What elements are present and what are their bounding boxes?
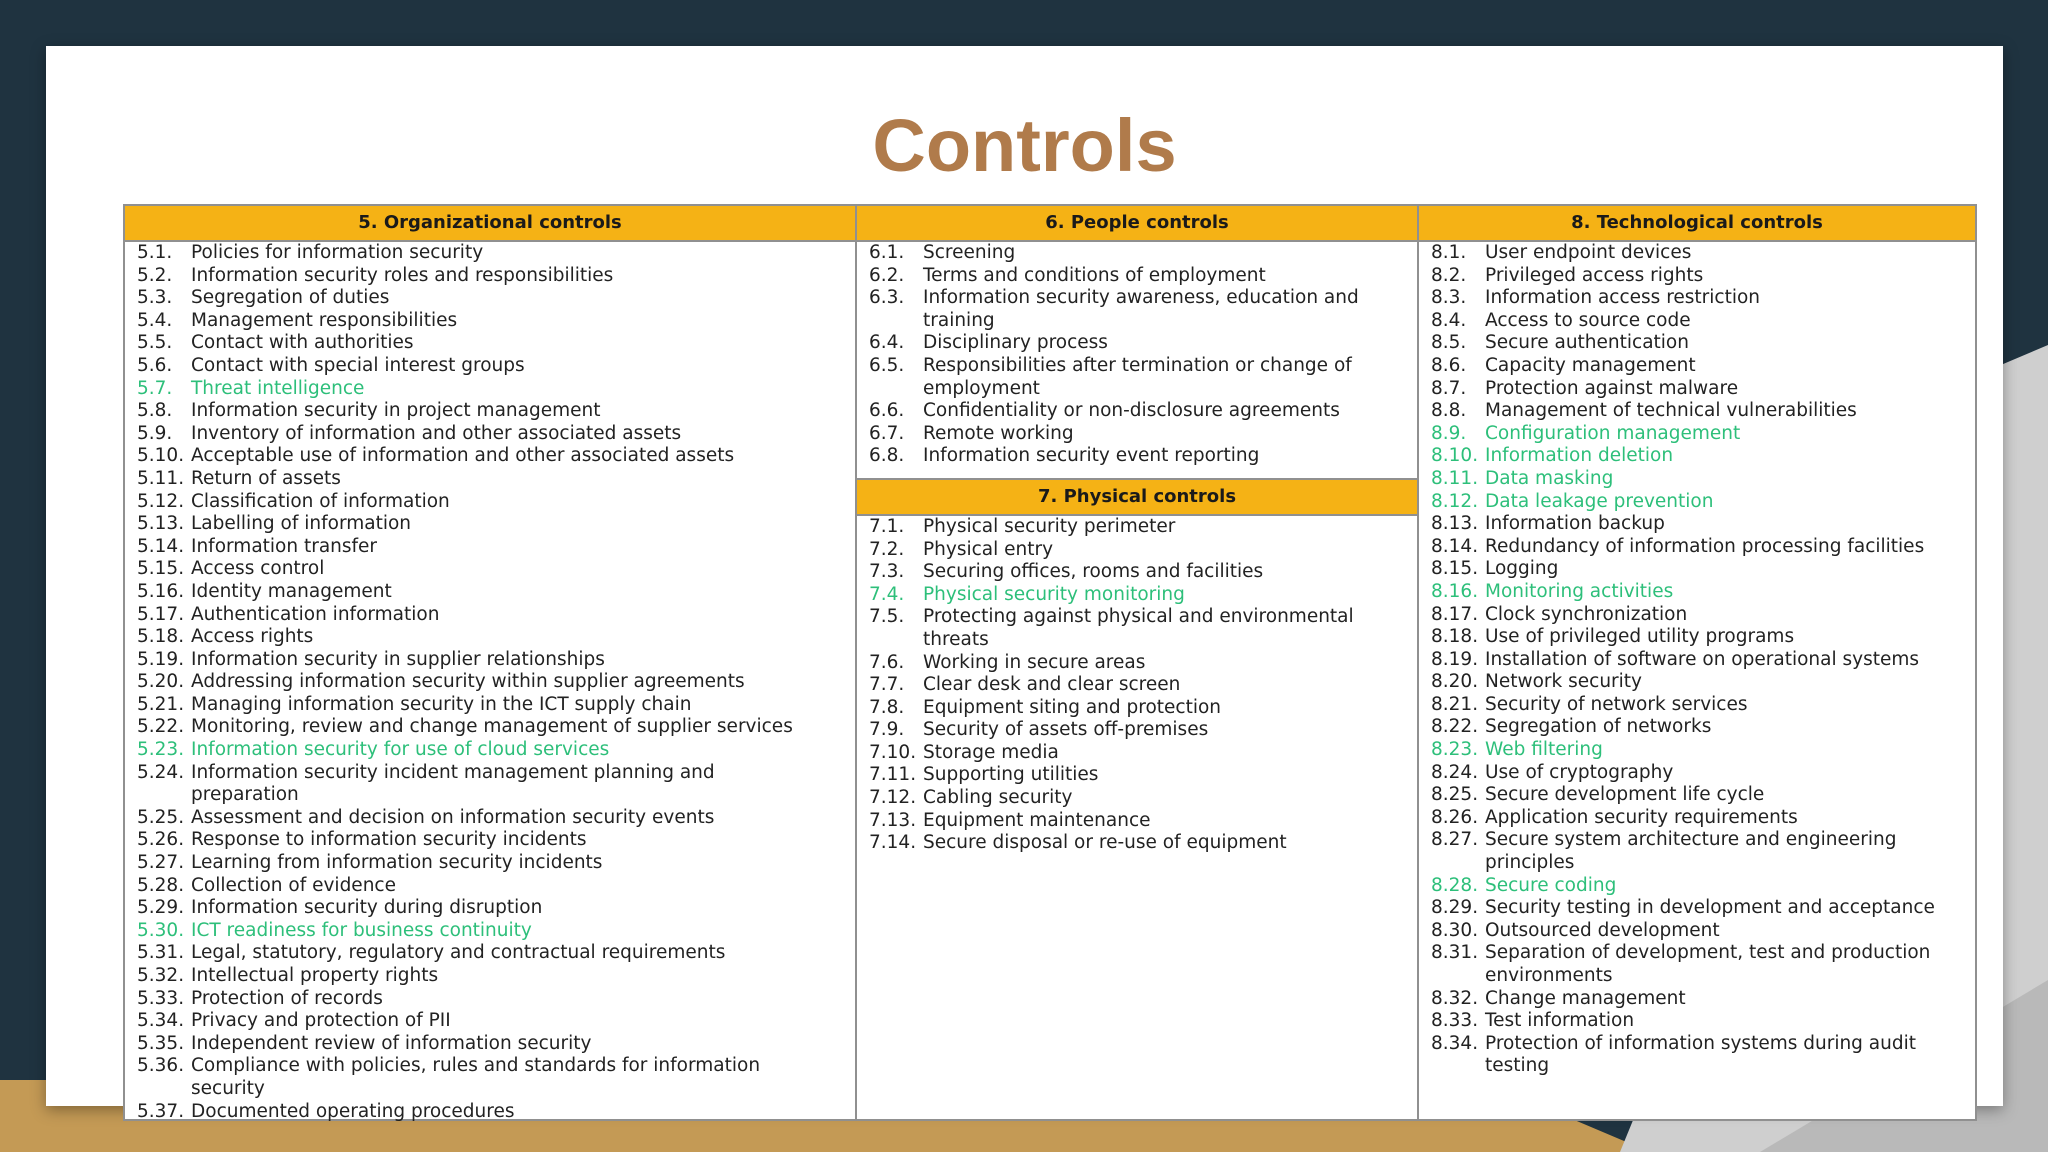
- control-text: Information security for use of cloud services: [191, 739, 610, 761]
- control-text: Addressing information security within supplier agreements: [191, 671, 745, 693]
- control-item: [137, 920, 847, 943]
- control-item: [1431, 604, 1967, 627]
- control-item: [869, 561, 1409, 584]
- control-text: Redundancy of information processing facilities: [1485, 535, 1925, 557]
- control-text: Inventory of information and other associated assets: [191, 422, 682, 444]
- control-number: 7.2.: [869, 538, 905, 560]
- control-number: 8.4.: [1431, 309, 1467, 331]
- control-number: 8.26.: [1431, 806, 1479, 828]
- controls-table: [123, 204, 1977, 1121]
- control-item: [1431, 242, 1967, 265]
- control-item: [869, 332, 1409, 355]
- control-text: Monitoring activities: [1485, 580, 1674, 602]
- control-number: 8.20.: [1431, 671, 1479, 693]
- control-number: 8.21.: [1431, 693, 1479, 715]
- control-item: [869, 606, 1409, 651]
- control-item: [137, 604, 847, 627]
- control-number: 7.1.: [869, 515, 905, 537]
- control-number: 8.15.: [1431, 558, 1479, 580]
- control-number: 5.28.: [137, 874, 185, 896]
- control-number: 5.14.: [137, 535, 185, 557]
- control-number: 5.32.: [137, 965, 185, 986]
- control-item: [137, 310, 847, 333]
- control-text: Configuration management: [1485, 422, 1741, 444]
- control-item: [137, 378, 847, 401]
- control-text: Equipment siting and protection: [923, 696, 1222, 718]
- control-number: 8.11.: [1431, 467, 1479, 489]
- control-text: Installation of software on operational systems: [1485, 648, 1920, 670]
- control-item: [1431, 310, 1967, 333]
- control-text: Information security during disruption: [191, 897, 543, 919]
- control-item: [137, 942, 847, 965]
- control-number: 8.10.: [1431, 445, 1479, 467]
- control-text: Cabling security: [923, 787, 1073, 809]
- control-number: 7.10.: [869, 741, 917, 763]
- control-text: Information security event reporting: [923, 445, 1260, 467]
- control-text: Application security requirements: [1485, 806, 1798, 828]
- control-text: Web filtering: [1485, 739, 1603, 761]
- control-item: [137, 807, 847, 830]
- people-controls-list: [857, 242, 1417, 468]
- control-number: 5.4.: [137, 309, 173, 331]
- control-number: 5.22.: [137, 716, 185, 738]
- organizational-controls-column: [125, 206, 855, 1122]
- control-text: Privileged access rights: [1485, 264, 1704, 286]
- control-item: [137, 355, 847, 378]
- control-item: [869, 742, 1409, 765]
- control-item: [1431, 626, 1967, 649]
- control-text: security: [191, 1077, 265, 1099]
- control-text: Information access restriction: [1485, 287, 1761, 309]
- control-item: [869, 674, 1409, 697]
- control-number: 5.18.: [137, 626, 185, 648]
- control-item: [869, 810, 1409, 833]
- control-text: Contact with authorities: [191, 332, 414, 354]
- organizational-controls-header: 5. Organizational controls: [125, 206, 855, 242]
- control-text: Independent review of information security: [191, 1032, 592, 1054]
- technological-controls-header: 8. Technological controls: [1419, 206, 1975, 242]
- control-text: Identity management: [191, 580, 392, 602]
- control-text: preparation: [191, 784, 299, 806]
- control-item: [137, 649, 847, 672]
- control-item: [137, 852, 847, 875]
- control-text: Acceptable use of information and other associated assets: [191, 445, 735, 467]
- control-number: 5.19.: [137, 648, 185, 670]
- control-text: Outsourced development: [1485, 919, 1720, 941]
- control-item: [137, 287, 847, 310]
- control-number: 5.1.: [137, 242, 173, 263]
- control-number: 5.9.: [137, 422, 173, 444]
- organizational-controls-list: [125, 242, 855, 1123]
- control-text: Responsibilities after termination or change of employment: [923, 354, 1352, 399]
- control-number: 5.30.: [137, 919, 185, 941]
- control-item: [869, 764, 1409, 787]
- control-number: 8.25.: [1431, 784, 1479, 806]
- control-number: 5.36.: [137, 1055, 185, 1077]
- control-text: Legal, statutory, regulatory and contractual requirements: [191, 942, 726, 964]
- control-item: [137, 332, 847, 355]
- control-item: [1431, 988, 1967, 1011]
- control-text: Information security roles and responsibilities: [191, 264, 614, 286]
- control-number: 8.27.: [1431, 829, 1479, 851]
- control-number: 8.6.: [1431, 354, 1467, 376]
- control-number: 5.2.: [137, 264, 173, 286]
- control-number: 8.2.: [1431, 264, 1467, 286]
- control-number: 6.5.: [869, 354, 905, 376]
- control-text: Remote working: [923, 422, 1074, 444]
- control-item: [137, 1101, 847, 1124]
- control-item: [137, 513, 847, 536]
- control-text: ICT readiness for business continuity: [191, 919, 532, 941]
- control-text: Return of assets: [191, 467, 341, 489]
- control-text: Access control: [191, 558, 325, 580]
- control-item: [137, 829, 847, 852]
- control-item: [137, 242, 847, 265]
- control-text: Management of technical vulnerabilities: [1485, 400, 1857, 422]
- control-text: Physical entry: [923, 538, 1054, 560]
- control-number: 7.5.: [869, 606, 905, 628]
- control-text: Policies for information security: [191, 242, 484, 263]
- control-text: Contact with special interest groups: [191, 354, 525, 376]
- control-text: Response to information security incidents: [191, 829, 587, 851]
- control-number: 5.5.: [137, 332, 173, 354]
- control-item: [1431, 829, 1967, 874]
- control-number: 8.17.: [1431, 603, 1479, 625]
- control-item: [1431, 1033, 1967, 1078]
- control-number: 7.14.: [869, 832, 917, 854]
- control-number: 8.5.: [1431, 332, 1467, 354]
- control-text: Equipment maintenance: [923, 809, 1151, 831]
- control-text: Screening: [923, 242, 1016, 263]
- control-text: Access rights: [191, 626, 314, 648]
- control-item: [1431, 920, 1967, 943]
- control-text: Intellectual property rights: [191, 965, 439, 986]
- control-number: 5.7.: [137, 377, 173, 399]
- control-item: [1431, 897, 1967, 920]
- control-number: 8.12.: [1431, 490, 1479, 512]
- control-number: 8.8.: [1431, 400, 1467, 422]
- control-item: [137, 536, 847, 559]
- control-number: 6.6.: [869, 400, 905, 422]
- control-number: 7.4.: [869, 583, 905, 605]
- control-number: 7.9.: [869, 719, 905, 741]
- control-number: 7.3.: [869, 561, 905, 583]
- control-text: Information backup: [1485, 513, 1665, 535]
- control-text: Information deletion: [1485, 445, 1674, 467]
- control-text: Storage media: [923, 741, 1059, 763]
- control-item: [137, 1078, 847, 1101]
- control-number: 6.4.: [869, 332, 905, 354]
- control-text: Test information: [1485, 1010, 1635, 1032]
- control-text: Confidentiality or non-disclosure agreements: [923, 400, 1340, 422]
- control-number: 5.23.: [137, 739, 185, 761]
- control-item: [137, 671, 847, 694]
- control-item: [869, 652, 1409, 675]
- control-number: 5.21.: [137, 693, 185, 715]
- control-number: 7.7.: [869, 674, 905, 696]
- control-number: 8.29.: [1431, 897, 1479, 919]
- control-item: [869, 287, 1409, 332]
- control-item: [137, 694, 847, 717]
- control-item: [869, 516, 1409, 539]
- control-item: [1431, 355, 1967, 378]
- control-text: Segregation of networks: [1485, 716, 1712, 738]
- control-item: [137, 468, 847, 491]
- control-text: Management responsibilities: [191, 309, 458, 331]
- control-number: 5.37.: [137, 1100, 185, 1122]
- control-number: 6.3.: [869, 287, 905, 309]
- control-text: Monitoring, review and change management of supplier services: [191, 716, 793, 738]
- control-text: Use of privileged utility programs: [1485, 626, 1795, 648]
- control-number: 5.15.: [137, 558, 185, 580]
- control-text: Threat intelligence: [191, 377, 365, 399]
- technological-controls-column: [1417, 206, 1975, 1119]
- control-item: [869, 242, 1409, 265]
- control-text: Compliance with policies, rules and standards for information: [191, 1055, 761, 1077]
- control-item: [137, 1055, 847, 1078]
- control-text: Privacy and protection of PII: [191, 1010, 451, 1032]
- control-item: [869, 445, 1409, 468]
- control-number: [137, 1078, 191, 1101]
- control-item: [137, 1010, 847, 1033]
- control-text: Documented operating procedures: [191, 1100, 515, 1122]
- physical-controls-header: 7. Physical controls: [857, 478, 1417, 516]
- control-text: Clear desk and clear screen: [923, 674, 1181, 696]
- slide-title: Controls: [872, 104, 1177, 187]
- control-text: Separation of development, test and production environments: [1485, 942, 1931, 986]
- technological-controls-list: [1419, 242, 1975, 1078]
- control-number: 5.11.: [137, 467, 185, 489]
- people-controls-header: 6. People controls: [857, 206, 1417, 242]
- control-item: [137, 739, 847, 762]
- control-item: [1431, 581, 1967, 604]
- control-number: 7.13.: [869, 809, 917, 831]
- control-text: Protecting against physical and environmental threats: [923, 606, 1354, 650]
- control-text: Physical security monitoring: [923, 583, 1185, 605]
- control-number: 8.19.: [1431, 648, 1479, 670]
- control-text: Physical security perimeter: [923, 515, 1176, 537]
- control-text: Data masking: [1485, 467, 1614, 489]
- control-item: [1431, 513, 1967, 536]
- control-item: [1431, 423, 1967, 446]
- control-number: 8.14.: [1431, 535, 1479, 557]
- control-item: [137, 626, 847, 649]
- control-number: 7.11.: [869, 764, 917, 786]
- control-number: 6.2.: [869, 264, 905, 286]
- control-item: [137, 581, 847, 604]
- control-text: Securing offices, rooms and facilities: [923, 561, 1264, 583]
- control-item: [1431, 332, 1967, 355]
- control-number: 7.12.: [869, 787, 917, 809]
- control-number: 8.3.: [1431, 287, 1467, 309]
- control-text: Change management: [1485, 987, 1686, 1009]
- control-item: [137, 784, 847, 807]
- control-number: 5.25.: [137, 806, 185, 828]
- control-item: [1431, 491, 1967, 514]
- control-text: Protection against malware: [1485, 377, 1739, 399]
- control-text: Use of cryptography: [1485, 761, 1674, 783]
- control-number: 8.28.: [1431, 874, 1479, 896]
- control-number: 8.1.: [1431, 242, 1467, 263]
- control-item: [137, 558, 847, 581]
- control-text: Protection of information systems during audit testing: [1485, 1032, 1917, 1077]
- control-number: 5.8.: [137, 400, 173, 422]
- control-item: [869, 584, 1409, 607]
- control-text: Protection of records: [191, 987, 383, 1009]
- control-text: Information security in supplier relationships: [191, 648, 605, 670]
- control-number: 6.1.: [869, 242, 905, 263]
- control-text: Information security awareness, education and training: [923, 287, 1359, 331]
- control-item: [1431, 558, 1967, 581]
- control-item: [1431, 694, 1967, 717]
- control-item: [137, 965, 847, 988]
- control-number: 8.32.: [1431, 987, 1479, 1009]
- control-text: Information transfer: [191, 535, 378, 557]
- control-item: [1431, 1010, 1967, 1033]
- control-item: [1431, 265, 1967, 288]
- control-item: [1431, 716, 1967, 739]
- control-number: 5.6.: [137, 354, 173, 376]
- control-item: [869, 719, 1409, 742]
- control-item: [1431, 468, 1967, 491]
- control-number: 8.13.: [1431, 513, 1479, 535]
- control-number: [137, 784, 191, 807]
- control-number: 8.34.: [1431, 1032, 1479, 1054]
- control-number: 5.35.: [137, 1032, 185, 1054]
- control-item: [869, 787, 1409, 810]
- control-number: 8.9.: [1431, 422, 1467, 444]
- control-number: 8.30.: [1431, 919, 1479, 941]
- control-text: Security testing in development and acceptance: [1485, 897, 1935, 919]
- control-item: [1431, 739, 1967, 762]
- control-text: Classification of information: [191, 490, 450, 512]
- control-item: [137, 897, 847, 920]
- control-number: 5.29.: [137, 897, 185, 919]
- control-text: Access to source code: [1485, 309, 1691, 331]
- control-item: [869, 265, 1409, 288]
- control-text: Security of assets off-premises: [923, 719, 1209, 741]
- control-item: [1431, 807, 1967, 830]
- control-text: Secure system architecture and engineering principles: [1485, 829, 1897, 874]
- control-number: 5.13.: [137, 513, 185, 535]
- control-number: 6.7.: [869, 422, 905, 444]
- control-item: [137, 491, 847, 514]
- control-number: 8.24.: [1431, 761, 1479, 783]
- control-item: [869, 400, 1409, 423]
- control-item: [1431, 649, 1967, 672]
- control-number: 5.17.: [137, 603, 185, 625]
- control-text: Collection of evidence: [191, 874, 396, 896]
- control-number: 8.7.: [1431, 377, 1467, 399]
- control-text: Terms and conditions of employment: [923, 264, 1266, 286]
- control-number: 8.23.: [1431, 739, 1479, 761]
- control-text: Clock synchronization: [1485, 603, 1688, 625]
- control-number: 5.26.: [137, 829, 185, 851]
- control-item: [137, 1033, 847, 1056]
- control-number: 5.34.: [137, 1010, 185, 1032]
- control-text: Segregation of duties: [191, 287, 390, 309]
- control-text: Supporting utilities: [923, 764, 1099, 786]
- control-number: 8.16.: [1431, 580, 1479, 602]
- control-item: [137, 423, 847, 446]
- control-text: User endpoint devices: [1485, 242, 1692, 263]
- control-number: 8.31.: [1431, 942, 1479, 964]
- control-text: Assessment and decision on information security events: [191, 806, 715, 828]
- control-item: [137, 875, 847, 898]
- control-text: Disciplinary process: [923, 332, 1108, 354]
- control-item: [137, 716, 847, 739]
- control-text: Secure authentication: [1485, 332, 1689, 354]
- control-item: [1431, 942, 1967, 987]
- control-text: Capacity management: [1485, 354, 1696, 376]
- control-item: [1431, 536, 1967, 559]
- control-item: [869, 697, 1409, 720]
- control-text: Logging: [1485, 558, 1559, 580]
- control-text: Secure development life cycle: [1485, 784, 1765, 806]
- control-item: [1431, 287, 1967, 310]
- slide: [46, 46, 2003, 1122]
- control-item: [869, 539, 1409, 562]
- control-text: Managing information security in the ICT supply chain: [191, 693, 692, 715]
- control-number: 5.12.: [137, 490, 185, 512]
- control-item: [1431, 400, 1967, 423]
- control-number: 5.16.: [137, 580, 185, 602]
- control-item: [137, 400, 847, 423]
- control-item: [137, 265, 847, 288]
- control-text: Labelling of information: [191, 513, 412, 535]
- physical-controls-list: [857, 516, 1417, 855]
- control-text: Working in secure areas: [923, 651, 1146, 673]
- control-number: 8.18.: [1431, 626, 1479, 648]
- control-number: 5.31.: [137, 942, 185, 964]
- control-text: Data leakage prevention: [1485, 490, 1714, 512]
- control-item: [869, 423, 1409, 446]
- control-item: [1431, 671, 1967, 694]
- people-physical-column: [855, 206, 1417, 1119]
- control-item: [137, 445, 847, 468]
- control-text: Learning from information security incidents: [191, 852, 603, 874]
- control-text: Secure disposal or re-use of equipment: [923, 832, 1287, 854]
- control-item: [137, 988, 847, 1011]
- control-number: 6.8.: [869, 445, 905, 467]
- control-item: [1431, 378, 1967, 401]
- control-number: 7.8.: [869, 696, 905, 718]
- control-text: Authentication information: [191, 603, 440, 625]
- control-number: 5.20.: [137, 671, 185, 693]
- control-number: 5.3.: [137, 287, 173, 309]
- control-number: 8.33.: [1431, 1010, 1479, 1032]
- control-number: 5.24.: [137, 761, 185, 783]
- control-item: [1431, 875, 1967, 898]
- control-number: 5.10.: [137, 445, 185, 467]
- control-number: 8.22.: [1431, 716, 1479, 738]
- control-item: [1431, 762, 1967, 785]
- control-item: [1431, 445, 1967, 468]
- control-number: 5.33.: [137, 987, 185, 1009]
- control-text: Information security incident management planning and: [191, 761, 715, 783]
- control-item: [1431, 784, 1967, 807]
- control-item: [869, 355, 1409, 400]
- control-text: Secure coding: [1485, 874, 1617, 896]
- control-text: Security of network services: [1485, 693, 1748, 715]
- control-number: 5.27.: [137, 852, 185, 874]
- control-text: Information security in project management: [191, 400, 601, 422]
- control-number: 7.6.: [869, 651, 905, 673]
- control-text: Network security: [1485, 671, 1642, 693]
- control-item: [869, 832, 1409, 855]
- control-item: [137, 762, 847, 785]
